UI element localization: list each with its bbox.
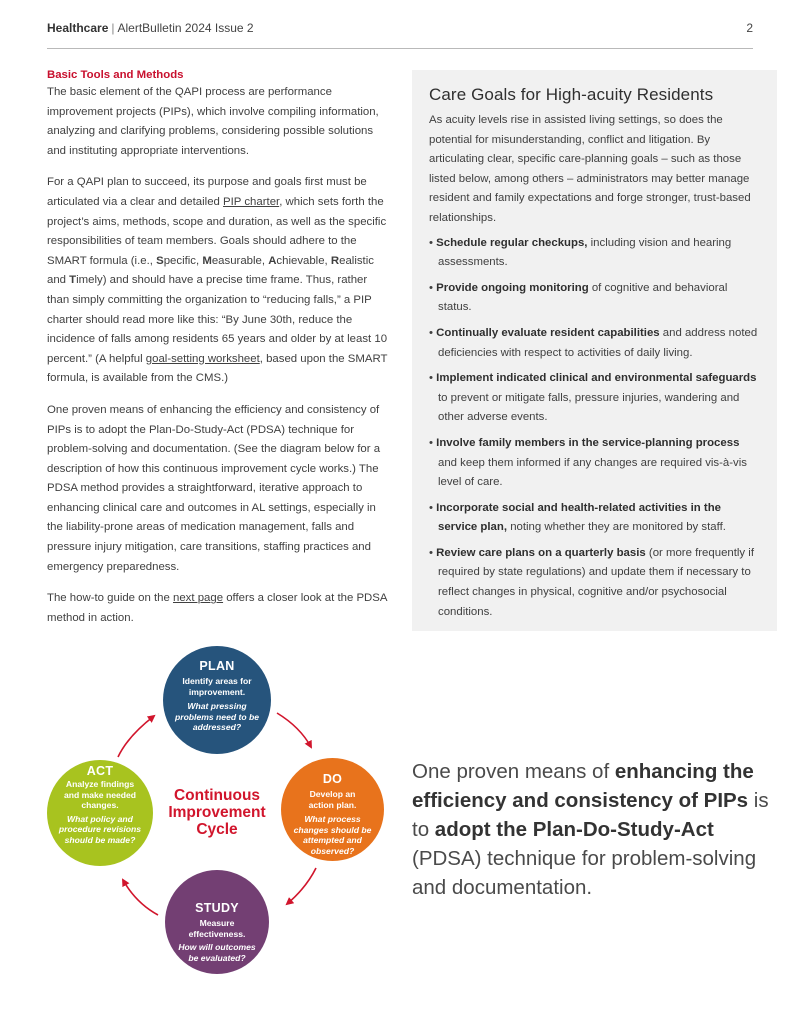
- paragraph-3: One proven means of enhancing the efficiency and consistency of PIPs is to adopt the Plan-Do-Study-Act (PDSA) technique for problem-solving and documentation. (See the diagram below for a description of how this continuous improvement cycle works.) The PDSA method provides a straightforward, iterative approach to enhancing clinical care and outcomes in AL settings, especially in the liability-prone areas of medication management, falls and pressure injury mitigation, care transitions, staffing practices and emergency preparedness.: [47, 403, 381, 573]
- list-item: • Incorporate social and health-related activities in the service plan, noting whether they are monitored by staff.: [429, 501, 726, 534]
- study-question: How will outcomes be evaluated?: [178, 942, 256, 963]
- pdsa-cycle-diagram: [0, 630, 400, 1035]
- arrow-do-to-study: [287, 868, 316, 904]
- study-title: STUDY: [195, 901, 239, 915]
- act-circle: [47, 760, 153, 866]
- care-goals-list: [429, 234, 759, 623]
- section-heading: Basic Tools and Methods: [47, 69, 184, 81]
- list-item: • Schedule regular checkups, including vision and hearing assessments.: [429, 236, 732, 269]
- arrow-plan-to-do: [277, 713, 311, 747]
- study-circle: [165, 870, 269, 974]
- pull-quote: One proven means of enhancing the efficiency and consistency of PIPs is to adopt the Plan-Do-Study-Act (PDSA) technique for problem-solving and documentation.: [412, 760, 769, 899]
- pip-charter-link[interactable]: PIP charter: [223, 195, 280, 208]
- care-goals-sidebar: [412, 70, 777, 631]
- list-item: • Involve family members in the service-planning process and keep them informed if any changes are required vis-à-vis level of care.: [429, 436, 747, 489]
- act-title: ACT: [86, 764, 114, 778]
- plan-title: PLAN: [199, 659, 235, 673]
- header-separator: |: [111, 21, 115, 35]
- paragraph-4: The how-to guide on the next page offers a closer look at the PDSA method in action.: [47, 592, 387, 624]
- header-publication: AlertBulletin 2024 Issue 2: [117, 21, 254, 35]
- cycle-center-label: Continuous Improvement Cycle: [168, 787, 266, 838]
- list-item: • Continually evaluate resident capabilities and address noted deficiencies with respect to activities of daily living.: [429, 326, 758, 359]
- paragraph-2: For a QAPI plan to succeed, its purpose and goals first must be articulated via a clear and detailed PIP charter, which sets forth the project’s aims, methods, scope and duration, as well as the specific responsibilities of team members. Goals should adhere to the SMART formula (i.e., Specific, Measurable, Achievable, Realistic and Timely) and should have a precise time frame. Thus, rather than simply committing the organization to “reducing falls,” a PIP charter should read more like this: “By June 30th, reduce the incidence of falls among residents 65 years and older by at least 10 percent.” (A helpful goal-setting worksheet, based upon the SMART formula, is available from the CMS.): [47, 176, 388, 385]
- page-header: [47, 21, 753, 49]
- main-column: [47, 68, 392, 640]
- plan-description: Identify areas for improvement.: [182, 676, 252, 697]
- do-description: Develop an action plan.: [308, 789, 357, 810]
- list-item: • Review care plans on a quarterly basis (or more frequently if required by state regulations) and update them if necessary to reflect changes in physical, cognitive and/or psychosocial conditions.: [429, 546, 754, 618]
- list-item: • Implement indicated clinical and environmental safeguards to prevent or mitigate falls, pressure injuries, wandering and other adverse events.: [429, 372, 757, 424]
- next-page-link[interactable]: next page: [173, 592, 224, 605]
- do-circle: [281, 758, 384, 861]
- sidebar-title: Care Goals for High-acuity Residents: [429, 85, 714, 104]
- header-brand: Healthcare: [47, 21, 109, 35]
- study-description: Measure effectiveness.: [188, 918, 246, 939]
- act-question: What policy and procedure revisions should be made?: [58, 813, 142, 845]
- arrow-study-to-act: [123, 880, 158, 915]
- do-question: What process changes should be attempted and observed?: [293, 814, 372, 856]
- goal-setting-worksheet-link[interactable]: goal-setting worksheet: [145, 352, 260, 365]
- plan-question: What pressing problems need to be addressed?: [174, 701, 260, 732]
- arrow-act-to-plan: [118, 716, 154, 757]
- act-description: Analyze findings and make needed changes.: [63, 779, 137, 810]
- page-number: 2: [746, 21, 753, 35]
- do-title: DO: [322, 772, 343, 786]
- sidebar-intro: As acuity levels rise in assisted living settings, so does the potential for misunderstanding, conflict and litigation. By articulating clear, specific care-planning goals – such as those listed below, among others – administrators may better manage resident and family expectations and forge stronger, trust-based relationships.: [429, 114, 751, 224]
- list-item: • Provide ongoing monitoring of cognitive and behavioral status.: [429, 281, 728, 314]
- plan-circle: [163, 646, 271, 754]
- paragraph-1: The basic element of the QAPI process are performance improvement projects (PIPs), which involve compiling information, analyzing and clarifying problems, considering possible solutions and instituting appropriate interventions.: [47, 86, 379, 157]
